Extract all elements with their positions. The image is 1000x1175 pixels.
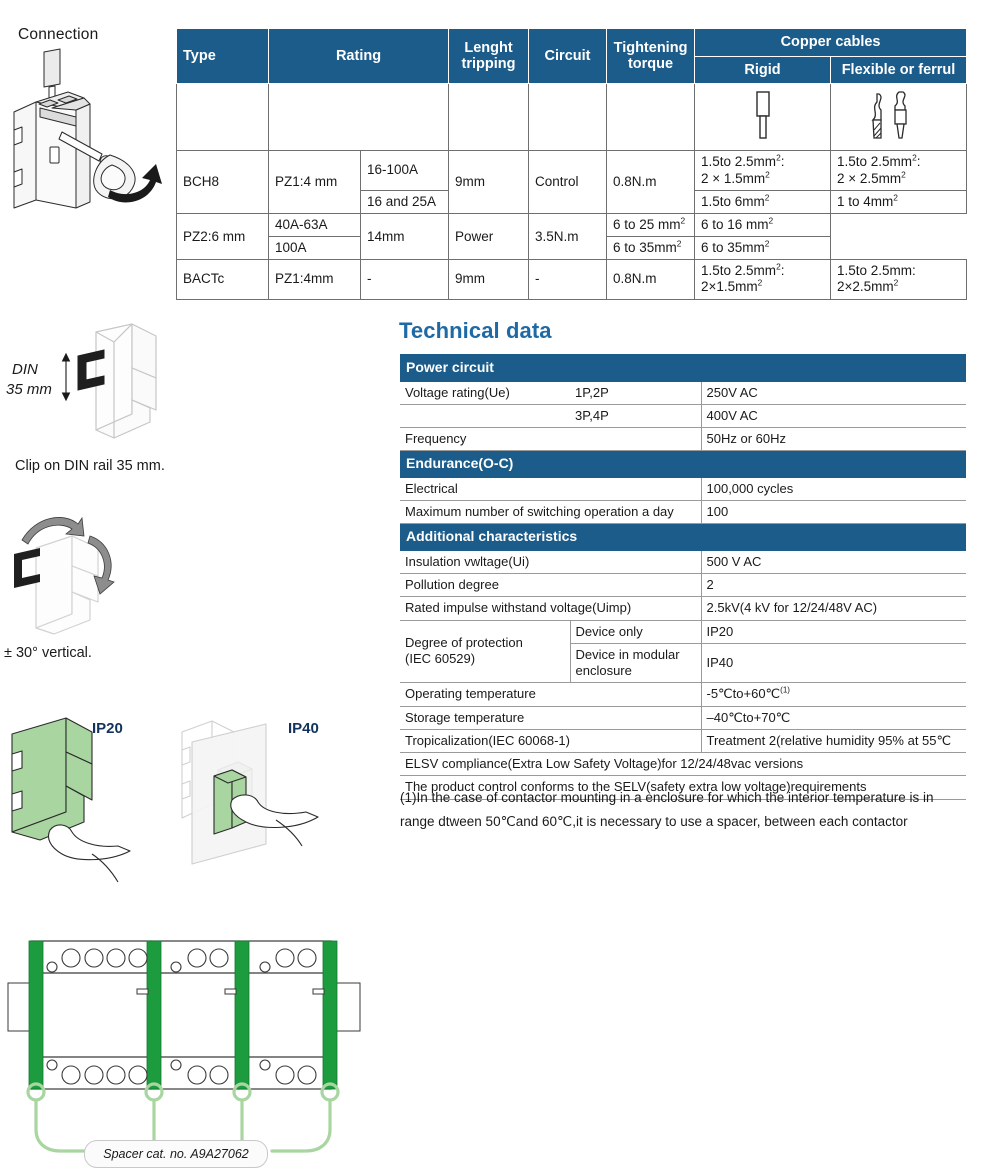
connection-figure-caption: Connection	[18, 26, 99, 43]
tilt-angle-caption: ± 30° vertical.	[4, 645, 92, 661]
label-electrical: Electrical	[400, 477, 701, 500]
technical-data-table	[400, 354, 966, 800]
row-elsv-compliance: ELSV compliance(Extra Low Safety Voltage)for 12/24/48vac versions	[400, 753, 966, 776]
value-tropicalization: Treatment 2(relative humidity 95% at 55℃	[701, 729, 966, 752]
din-rail-illustration	[0, 318, 215, 448]
value-frequency: 50Hz or 60Hz	[701, 428, 966, 451]
label-tropicalization: Tropicalization(IEC 60068-1)	[400, 729, 701, 752]
label-pollution-degree: Pollution degree	[400, 574, 701, 597]
footnote-text: (1)In the case of contactor mounting in a enclosure for which the interior temperature is in range dtween 50℃and 60℃,it is necessary to use a spacer, between each contactor	[400, 790, 934, 829]
cell-length-tripping: 14mm	[361, 213, 449, 259]
label-frequency: Frequency	[400, 428, 701, 451]
column-header-circuit: Circuit	[529, 29, 607, 84]
section-title: Additional characteristics	[400, 524, 966, 551]
value-operating-temperature: -5℃to+60℃$^{(1)}$	[701, 683, 966, 706]
cell-flexible: 1.5to $2.5mm^2$: $2 \times 2.5mm^2$	[831, 151, 967, 190]
cell-length-tripping: 9mm	[449, 151, 529, 214]
table-row	[400, 597, 966, 620]
column-header-type: Type	[177, 29, 269, 84]
connection-illustration	[6, 22, 176, 212]
din-rail-caption: Clip on DIN rail 35 mm.	[15, 458, 165, 474]
cell-torque: 0.8N.m	[607, 151, 695, 214]
value-max-switching: 100	[701, 501, 966, 524]
value-insulation-voltage: 500 V AC	[701, 550, 966, 573]
table-row	[400, 501, 966, 524]
ip-protection-illustration	[0, 712, 380, 887]
column-header-length-tripping: Lenght tripping	[449, 29, 529, 84]
label-device-modular: Device in modular enclosure	[570, 643, 701, 683]
column-header-copper-cables: Copper cables	[695, 29, 967, 57]
rigid-cable-icon-cell	[695, 84, 831, 151]
flexible-cable-icon-cell	[831, 84, 967, 151]
table-row	[177, 213, 967, 236]
table-row	[400, 404, 966, 427]
cell-screwdriver: PZ1:4 mm	[269, 151, 361, 214]
cell-type: BCH8	[177, 151, 269, 214]
label-device-only: Device only	[570, 620, 701, 643]
spacer-callout-label	[84, 1140, 268, 1168]
cable-icon-row	[177, 84, 967, 151]
cell-flexible: 6 to 16 $mm^2$	[695, 213, 831, 236]
cell-type: BACTc	[177, 260, 269, 299]
cell-rigid: 6 to $35mm^2$	[607, 237, 695, 260]
value-impulse-voltage: 2.5kV(4 kV for 12/24/48V AC)	[701, 597, 966, 620]
technical-data-heading: Technical data	[399, 318, 552, 343]
cell-rigid: 1.5to $6mm^2$	[695, 190, 831, 213]
value-pollution-degree: 2	[701, 574, 966, 597]
table-row	[400, 477, 966, 500]
cell-screwdriver: PZ2:6 mm	[177, 213, 269, 259]
table-row	[177, 151, 967, 190]
section-header-endurance	[400, 451, 966, 478]
value-device-modular: IP40	[701, 643, 966, 683]
value-device-only: IP20	[701, 620, 966, 643]
value-voltage-1p2p: 250V AC	[701, 381, 966, 404]
table-row	[400, 428, 966, 451]
label-degree-of-protection: Degree of protection (IEC 60529)	[400, 620, 570, 683]
value-voltage-3p4p: 400V AC	[701, 404, 966, 427]
table-row	[177, 260, 967, 299]
table-row	[400, 620, 966, 643]
tilt-angle-illustration	[2, 510, 177, 640]
din-dimension-label-line1: DIN	[12, 361, 38, 378]
cell-rigid: 1.5to $2.5mm^2$: $2\times 1.5mm^2$	[695, 260, 831, 299]
cell-flexible: 1 to $4mm^2$	[831, 190, 967, 213]
row-selv-requirements: The product control conforms to the SELV(safety extra low voltage)requirements	[400, 776, 966, 799]
label-operating-temperature: Operating temperature	[400, 683, 701, 706]
cell-flexible: 6 to $35mm^2$	[695, 237, 831, 260]
cell-flexible: 1.5to 2.5mm: $2\times 2.5mm^2$	[831, 260, 967, 299]
table-row	[400, 706, 966, 729]
cell-rigid: 6 to 25 $mm^2$	[607, 213, 695, 236]
cell-length-tripping: 9mm	[449, 260, 529, 299]
cell-circuit: Control	[529, 151, 607, 214]
column-header-tightening-torque: Tightening torque	[607, 29, 695, 84]
flexible-ferrule-cable-icon	[869, 88, 929, 142]
cell-rating: 100A	[269, 237, 361, 260]
section-title: Power circuit	[400, 355, 966, 382]
column-header-rating: Rating	[269, 29, 449, 84]
label-max-switching: Maximum number of switching operation a day	[400, 501, 701, 524]
table-row	[400, 729, 966, 752]
spacer-callout-text: Spacer cat. no. A9A27062	[103, 1147, 249, 1161]
cell-circuit: Power	[449, 213, 529, 259]
table-header-row-1	[177, 29, 967, 57]
label-voltage-3p4p: 3P,4P	[570, 404, 701, 427]
label-insulation-voltage: Insulation vwltage(Ui)	[400, 550, 701, 573]
section-header-power-circuit	[400, 355, 966, 382]
cell-rating: 16 and 25A	[361, 190, 449, 213]
section-header-additional	[400, 524, 966, 551]
cell-circuit: -	[529, 260, 607, 299]
ip20-label: IP20	[92, 720, 123, 737]
table-row	[400, 753, 966, 776]
cell-rigid: 1.5to $2.5mm^2$: $2 \times 1.5mm^2$	[695, 151, 831, 190]
section-title: Endurance(O-C)	[400, 451, 966, 478]
cell-screwdriver: PZ1:4mm	[269, 260, 361, 299]
label-storage-temperature: Storage temperature	[400, 706, 701, 729]
spacer-arrangement-illustration	[4, 925, 364, 1170]
connection-specifications-table	[176, 28, 967, 300]
label-voltage-1p2p: 1P,2P	[570, 381, 701, 404]
value-storage-temperature: –40℃to+70℃	[701, 706, 966, 729]
column-header-rigid: Rigid	[695, 56, 831, 84]
label-voltage-rating: Voltage rating(Ue)	[400, 381, 570, 404]
cell-torque: 3.5N.m	[529, 213, 607, 259]
din-dimension-label-line2: 35 mm	[6, 381, 52, 398]
cell-rating: -	[361, 260, 449, 299]
rigid-cable-icon	[750, 88, 776, 142]
ip40-label: IP40	[288, 720, 319, 737]
table-row	[400, 550, 966, 573]
cell-rating: 16-100A	[361, 151, 449, 190]
label-impulse-voltage: Rated impulse withstand voltage(Uimp)	[400, 597, 701, 620]
column-header-flexible: Flexible or ferrul	[831, 56, 967, 84]
table-row	[400, 381, 966, 404]
cell-torque: 0.8N.m	[607, 260, 695, 299]
cell-rating: 40A-63A	[269, 213, 361, 236]
table-row	[400, 574, 966, 597]
value-electrical: 100,000 cycles	[701, 477, 966, 500]
table-row	[400, 683, 966, 706]
label-voltage-rating-empty	[400, 404, 570, 427]
